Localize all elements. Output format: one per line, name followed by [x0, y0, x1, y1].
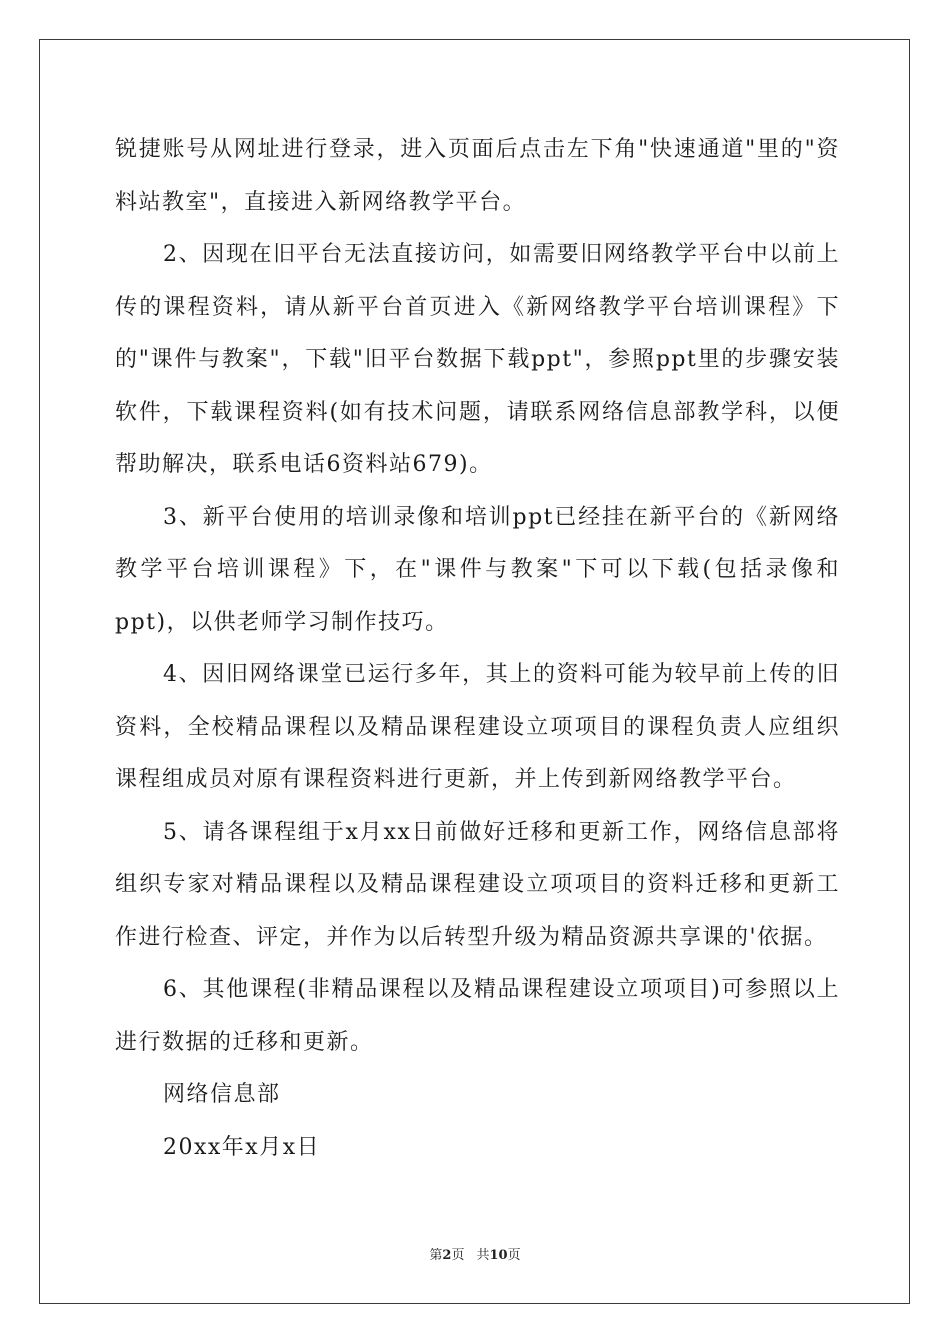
- page-number: 2: [442, 1248, 452, 1263]
- signature-department: 网络信息部: [163, 1082, 281, 1107]
- page-suffix: 页: [451, 1248, 465, 1263]
- total-prefix: 共: [476, 1248, 490, 1263]
- total-pages: 10: [489, 1248, 508, 1263]
- paragraph-item-2: 2、因现在旧平台无法直接访问，如需要旧网络教学平台中以前上传的课程资料，请从新平台首页进入《新网络教学平台培训课程》下的"课件与教案"，下载"旧平台数据下载ppt"，参照ppt里的步骤安装软件，下载课程资料(如有技术问题，请联系网络信息部教学科，以便帮助解决，联系电话6资料站679)。: [115, 242, 840, 477]
- paragraph-continuation: 锐捷账号从网址进行登录，进入页面后点击左下角"快速通道"里的"资料站教室"，直接进入新网络教学平台。: [115, 137, 840, 215]
- signature-date: 20xx年x月x日: [163, 1134, 321, 1160]
- paragraph-item-6: 6、其他课程(非精品课程以及精品课程建设立项项目)可参照以上进行数据的迁移和更新。: [115, 977, 840, 1055]
- document-body: [115, 124, 840, 1174]
- paragraph-item-3: 3、新平台使用的培训录像和培训ppt已经挂在新平台的《新网络教学平台培训课程》下，在"课件与教案"下可以下载(包括录像和ppt)，以供老师学习制作技巧。: [115, 504, 840, 635]
- page-prefix: 第: [429, 1248, 443, 1263]
- paragraph-item-5: 5、请各课程组于x月xx日前做好迁移和更新工作，网络信息部将组织专家对精品课程以及精品课程建设立项项目的资料迁移和更新工作进行检查、评定，并作为以后转型升级为精品资源共享课的'依据。: [115, 819, 840, 950]
- page-footer: [0, 1247, 950, 1265]
- total-suffix: 页: [507, 1248, 521, 1263]
- paragraph-item-4: 4、因旧网络课堂已运行多年，其上的资料可能为较早前上传的旧资料，全校精品课程以及精品课程建设立项项目的课程负责人应组织课程组成员对原有课程资料进行更新，并上传到新网络教学平台。: [115, 662, 840, 792]
